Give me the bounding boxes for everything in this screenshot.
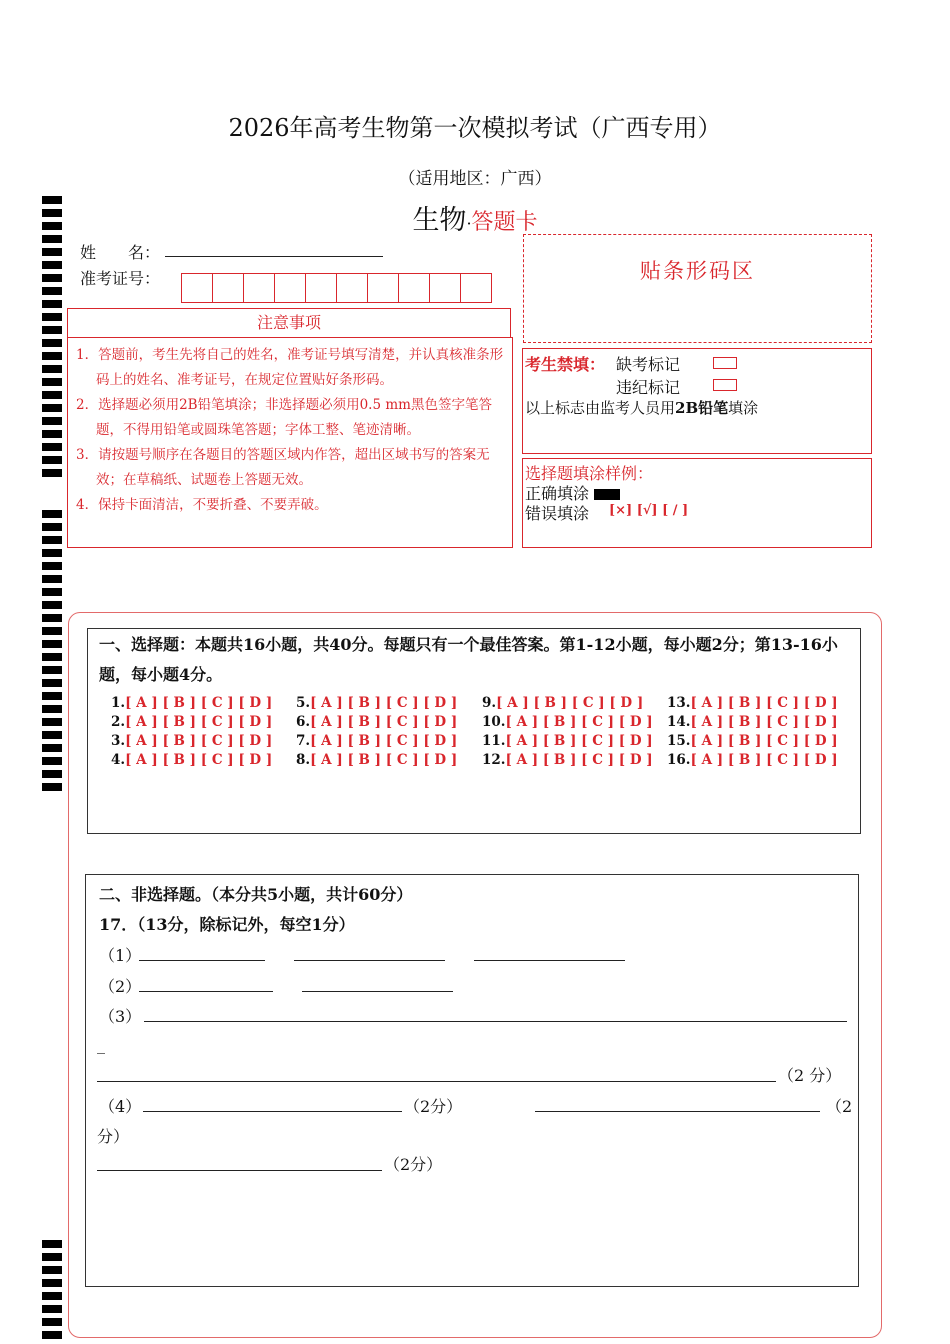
choice-row[interactable]: [482, 694, 667, 713]
notice-body: [67, 337, 513, 548]
points-note-4b-open: （2: [826, 1097, 853, 1116]
choice-column-3: [482, 694, 667, 770]
notice-title: 注意事项: [67, 308, 511, 338]
notice-item: 2．选择题必须用2B铅笔填涂；非选择题必须用0.5 mm黑色签字笔答题，不得用铅笔或圆珠笔答题；字体工整、笔迹清晰。: [76, 397, 492, 438]
points-note-4b-close: 分）: [97, 1127, 130, 1146]
question-number: 8.: [296, 752, 311, 768]
answer-options[interactable]: [ A ] [ B ] [ C ] [ D ]: [505, 733, 653, 749]
answer-blank-1c[interactable]: [474, 944, 625, 961]
forbidden-title: 考生禁填：: [525, 355, 606, 374]
question-number: 7.: [296, 733, 311, 749]
choice-row[interactable]: [111, 694, 296, 713]
question-number: 15.: [667, 733, 691, 749]
absent-label: 缺考标记: [616, 355, 681, 374]
answer-options[interactable]: [ A ] [ B ] [ C ] [ D ]: [690, 695, 838, 711]
question-number: 4.: [111, 752, 126, 768]
choice-row[interactable]: [296, 751, 481, 770]
answer-options[interactable]: [ A ] [ B ] [ C ] [ D ]: [310, 733, 458, 749]
absent-mark[interactable]: [713, 357, 737, 369]
id-number-boxes[interactable]: [181, 273, 492, 303]
line-wrap-dash: _: [97, 1035, 105, 1054]
forbidden-box: [522, 348, 872, 454]
question-number: 9.: [482, 695, 497, 711]
choice-row[interactable]: [296, 732, 481, 751]
choice-row[interactable]: [667, 732, 852, 751]
non-choice-heading: 二、非选择题。（本分共5小题，共计60分）: [99, 885, 413, 904]
forbidden-note: [525, 397, 758, 418]
barcode-label: 贴条形码区: [640, 259, 755, 283]
answer-options[interactable]: [ A ] [ B ] [ C ] [ D ]: [690, 752, 838, 768]
part-2-label: （2）: [99, 977, 142, 996]
notice-item: 1．答题前，考生先将自己的姓名，准考证号填写清楚，并认真核准条形码上的姓名、准考证号，在规定位置贴好条形码。: [76, 347, 504, 388]
choice-row[interactable]: [111, 751, 296, 770]
answer-blank-4a[interactable]: [143, 1095, 402, 1112]
answer-options[interactable]: [ A ] [ B ] [ C ] [ D ]: [125, 714, 273, 730]
answer-blank-3b[interactable]: [97, 1065, 776, 1082]
choice-row[interactable]: [111, 713, 296, 732]
choice-row[interactable]: [482, 713, 667, 732]
id-label: 准考证号：: [80, 269, 161, 288]
choice-row[interactable]: [667, 751, 852, 770]
sample-correct-label: 正确填涂: [525, 484, 590, 503]
answer-blank-4b[interactable]: [535, 1095, 820, 1112]
answer-blank-2a[interactable]: [139, 975, 273, 992]
part-4-label: （4）: [99, 1097, 142, 1116]
timing-marks-bottom: [42, 1240, 62, 1344]
answer-options[interactable]: [ A ] [ B ] [ C ] [ D ]: [310, 752, 458, 768]
name-label: 姓 名：: [80, 243, 161, 262]
question-number: 3.: [111, 733, 126, 749]
notice-item: 3．请按题号顺序在各题目的答题区域内作答，超出区域书写的答案无效；在草稿纸、试题卷上答题无效。: [76, 447, 490, 488]
exam-title: 2026年高考生物第一次模拟考试（广西专用）: [228, 114, 722, 142]
forbidden-note-suffix: 填涂: [728, 399, 759, 417]
question-number: 6.: [296, 714, 311, 730]
answer-options[interactable]: [ A ] [ B ] [ C ] [ D ]: [125, 733, 273, 749]
answer-options[interactable]: [ A ] [ B ] [ C ] [ D ]: [690, 733, 838, 749]
question-number: 1.: [111, 695, 126, 711]
question-number: 14.: [667, 714, 691, 730]
answer-options[interactable]: [ A ] [ B ] [ C ] [ D ]: [690, 714, 838, 730]
question-number: 16.: [667, 752, 691, 768]
answer-options[interactable]: [ A ] [ B ] [ C ] [ D ]: [496, 695, 644, 711]
answer-options[interactable]: [ A ] [ B ] [ C ] [ D ]: [505, 752, 653, 768]
forbidden-note-bold: 2B铅笔: [675, 399, 729, 417]
question-number: 12.: [482, 752, 506, 768]
choice-row[interactable]: [482, 751, 667, 770]
fill-sample-box: [522, 458, 872, 548]
card-title: [0, 198, 950, 237]
points-note-3: （2 分）: [778, 1066, 842, 1085]
sample-wrong-label: 错误填涂: [525, 504, 590, 523]
card-label: 答题卡: [471, 210, 538, 235]
answer-blank-1a[interactable]: [139, 944, 265, 961]
name-field[interactable]: [165, 240, 383, 257]
card-separator: ·: [466, 214, 472, 233]
part-1-label: （1）: [99, 946, 142, 965]
points-note-4c: （2分）: [384, 1155, 443, 1174]
answer-blank-1b[interactable]: [294, 944, 445, 961]
violation-mark[interactable]: [713, 379, 737, 391]
answer-options[interactable]: [ A ] [ B ] [ C ] [ D ]: [310, 714, 458, 730]
choice-row[interactable]: [296, 694, 481, 713]
choice-row[interactable]: [667, 694, 852, 713]
choice-row[interactable]: [667, 713, 852, 732]
filled-block: [594, 489, 620, 500]
answer-options[interactable]: [ A ] [ B ] [ C ] [ D ]: [125, 752, 273, 768]
notice-item: 4．保持卡面清洁，不要折叠、不要弄破。: [76, 497, 328, 513]
sample-wrong-marks: [×] [√] [ / ]: [609, 503, 689, 518]
card-subject: 生物: [412, 205, 467, 236]
sample-title: 选择题填涂样例：: [525, 464, 654, 483]
part-3-label: （3）: [99, 1007, 142, 1026]
question-number: 13.: [667, 695, 691, 711]
timing-marks-top: [42, 196, 62, 482]
forbidden-note-prefix: 以上标志由监考人员用: [525, 399, 676, 417]
answer-options[interactable]: [ A ] [ B ] [ C ] [ D ]: [505, 714, 653, 730]
answer-blank-4c[interactable]: [97, 1154, 382, 1171]
exam-subtitle: （适用地区：广西）: [398, 169, 552, 189]
choice-row[interactable]: [296, 713, 481, 732]
question-number: 2.: [111, 714, 126, 730]
points-note-4a: （2分）: [404, 1097, 463, 1116]
choice-column-1: [111, 694, 296, 770]
choice-section-heading: 一、选择题：本题共16小题，共40分。每题只有一个最佳答案。第1-12小题，每小题2分；第13-16小题，每小题4分。: [99, 635, 838, 684]
answer-options[interactable]: [ A ] [ B ] [ C ] [ D ]: [125, 695, 273, 711]
answer-blank-3a[interactable]: [144, 1005, 847, 1022]
choice-column-4: [667, 694, 852, 770]
answer-options[interactable]: [ A ] [ B ] [ C ] [ D ]: [310, 695, 458, 711]
barcode-area: [523, 234, 872, 343]
choice-row[interactable]: [482, 732, 667, 751]
question-number: 10.: [482, 714, 506, 730]
question-17-heading: 17．（13分，除标记外，每空1分）: [99, 915, 355, 934]
choice-column-2: [296, 694, 481, 770]
question-number: 11.: [482, 733, 506, 749]
choice-row[interactable]: [111, 732, 296, 751]
answer-blank-2b[interactable]: [302, 975, 453, 992]
timing-marks-middle: [42, 510, 62, 796]
question-number: 5.: [296, 695, 311, 711]
violation-label: 违纪标记: [616, 378, 681, 397]
